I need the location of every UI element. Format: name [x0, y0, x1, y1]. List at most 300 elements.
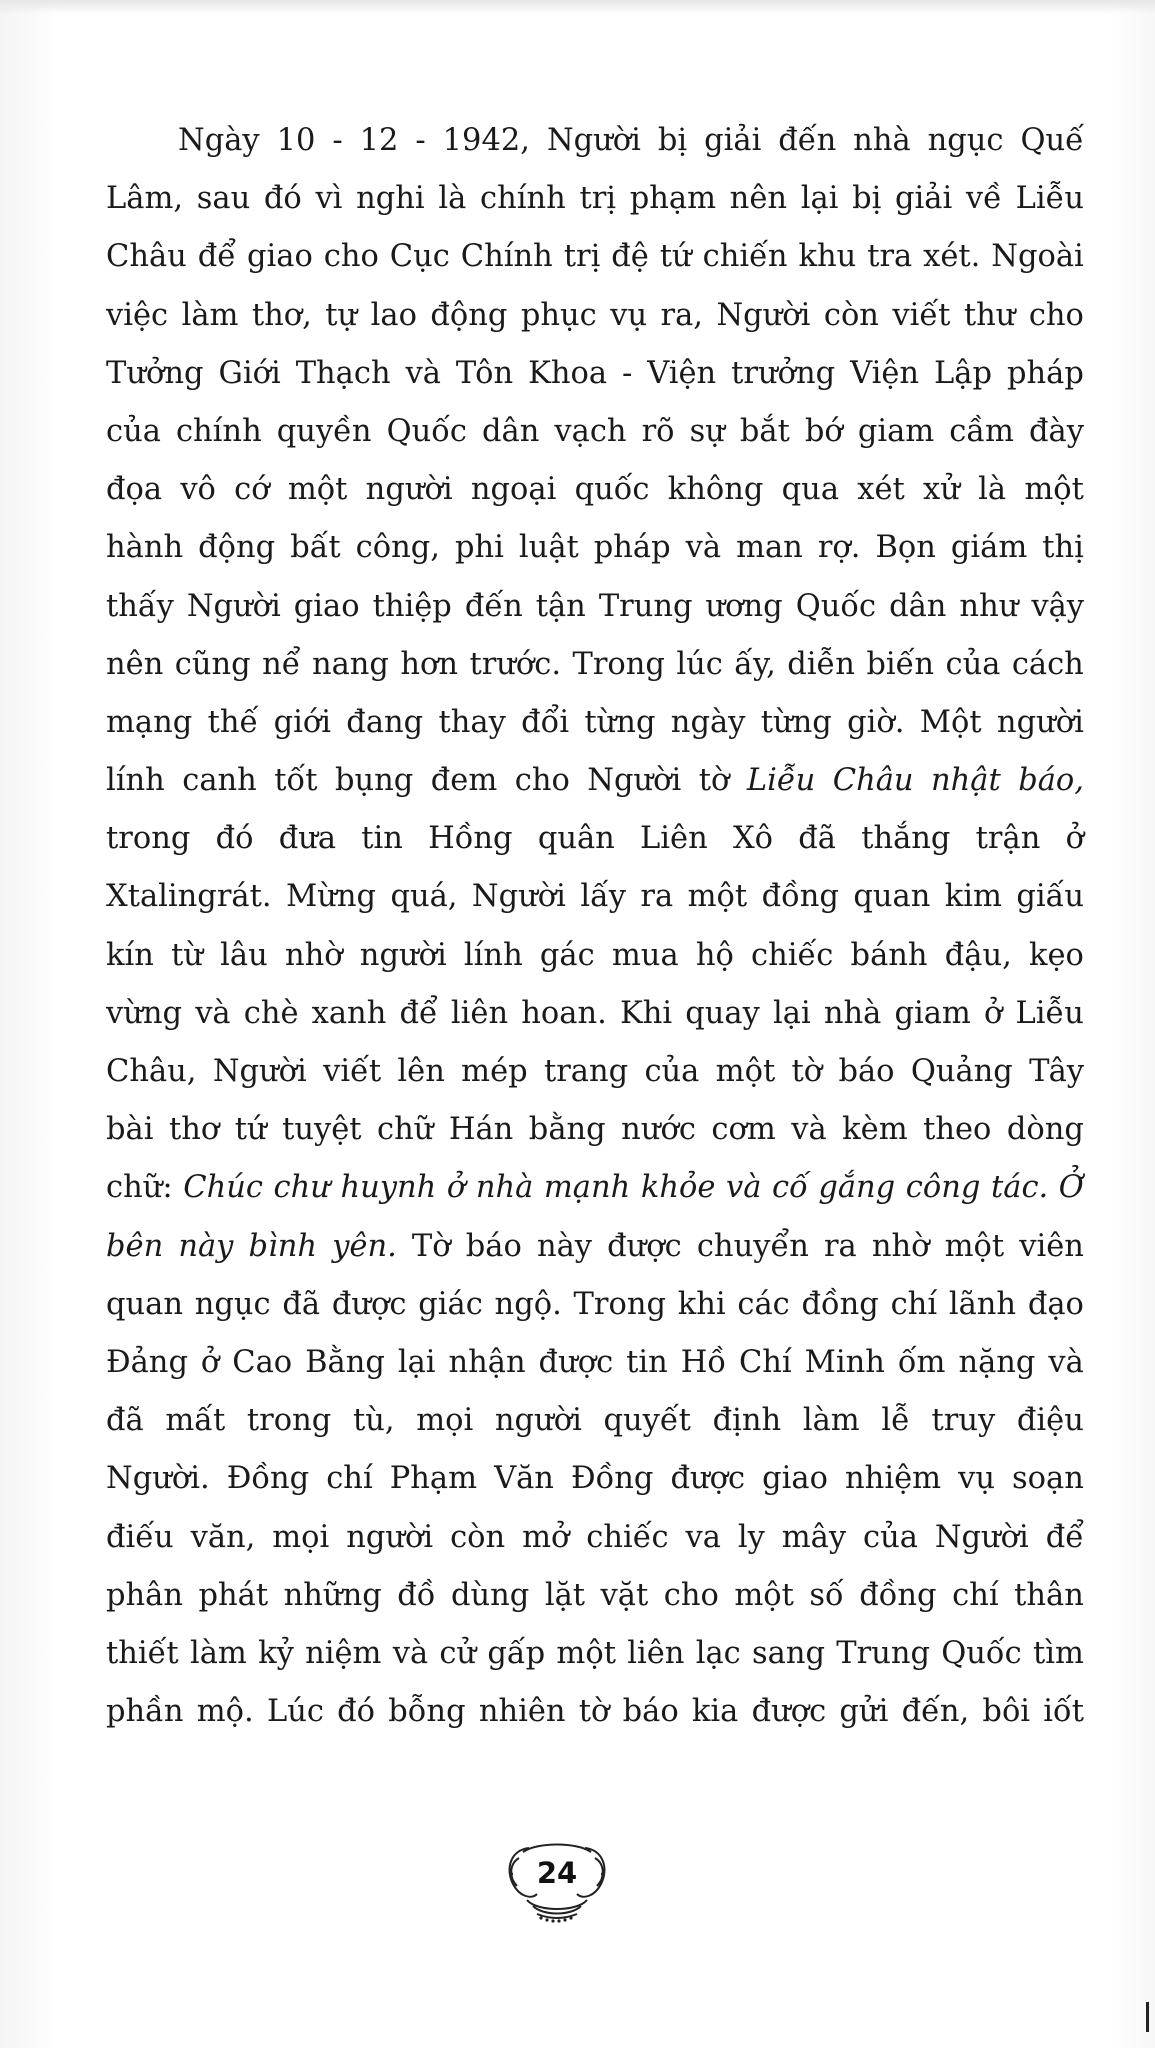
word: cho [663, 1577, 719, 1613]
word: tin [626, 1344, 668, 1380]
word: đến [464, 588, 523, 624]
word: Người [716, 297, 811, 333]
word: để [399, 995, 438, 1031]
word: tứ [659, 239, 692, 275]
word: làm [189, 1635, 247, 1671]
word: Cục [389, 239, 450, 275]
word: Một [919, 704, 982, 740]
text-line [106, 927, 1084, 985]
word: phân [106, 1577, 183, 1613]
word: Châu [832, 763, 914, 799]
word: giao [246, 239, 313, 275]
word: Thạch [295, 355, 391, 391]
word: nhờ [284, 937, 343, 973]
word: Khi [619, 995, 673, 1031]
word: một [715, 1054, 776, 1089]
word: Lập [934, 355, 993, 391]
word: chiếc [586, 1519, 669, 1555]
word: bên [106, 1228, 164, 1264]
word: tờ [578, 1694, 610, 1730]
word: vô [180, 472, 216, 508]
word: giờ. [847, 704, 905, 740]
text-line [106, 1509, 1084, 1567]
word: Lúc [266, 1694, 324, 1730]
word: Tôn [455, 355, 514, 391]
word: và [405, 355, 441, 391]
word: đổi [521, 704, 570, 740]
word: lại [773, 995, 811, 1031]
word: canh [182, 763, 257, 799]
word: lại [397, 1344, 436, 1380]
word: được [751, 1694, 827, 1730]
word: công [905, 1170, 981, 1206]
word: tìm [1032, 1635, 1084, 1671]
word: hành [106, 530, 184, 566]
word: đày [1028, 413, 1084, 449]
word: mây [781, 1519, 847, 1555]
word: được [607, 1228, 682, 1264]
word: Quốc [795, 588, 877, 624]
word: ngục [927, 123, 1004, 158]
word: Trong [572, 646, 665, 682]
word: ở [1065, 821, 1084, 857]
word: - [415, 123, 426, 158]
word: dùng [450, 1577, 530, 1613]
word: các [737, 1286, 790, 1322]
text-line [106, 1334, 1084, 1392]
word: về [965, 181, 1002, 217]
word: liên [627, 1635, 685, 1671]
word: rõ [641, 413, 675, 449]
word: một [687, 879, 748, 915]
word: Cao [232, 1344, 293, 1380]
text-line [106, 810, 1084, 868]
word: từng [760, 704, 832, 740]
word: Trung [836, 1635, 931, 1671]
word: động [198, 530, 276, 566]
word: để [1045, 1519, 1084, 1555]
word: ra, [660, 297, 703, 333]
word: ốm [897, 1344, 946, 1380]
word: Người. [106, 1461, 210, 1497]
word: thay [438, 704, 506, 740]
word: một [734, 1577, 794, 1613]
word: Tờ [411, 1228, 451, 1264]
word: bất [290, 530, 341, 566]
word: kèm [842, 1112, 908, 1148]
word: nên [729, 181, 788, 217]
word: mở [522, 1519, 570, 1555]
word: Mừng [285, 879, 377, 915]
word: và [685, 530, 722, 566]
word: cớ [234, 472, 270, 508]
word: ngày [670, 704, 746, 740]
word: định [712, 1403, 782, 1439]
word: man [736, 530, 803, 566]
word: Đồng [226, 1461, 310, 1497]
word: ngục [194, 1286, 271, 1322]
word: quyết [603, 1403, 691, 1439]
word: mạng [106, 704, 193, 740]
word: người [346, 1519, 434, 1555]
word: bánh [850, 937, 928, 973]
word: bớ [804, 413, 843, 449]
word: điếu [106, 1519, 174, 1555]
word: những [283, 1577, 382, 1613]
word: đồng [761, 879, 839, 915]
word: diễn [787, 646, 855, 682]
word: người [359, 937, 447, 973]
word: Người [471, 879, 566, 915]
word: nang [311, 646, 389, 682]
word: được [670, 1461, 746, 1497]
word: ra [823, 1228, 857, 1264]
word: vặt [600, 1577, 649, 1613]
word: thư [963, 297, 1016, 333]
word: viết [323, 1054, 382, 1089]
word: gác [539, 937, 595, 973]
word: cử [439, 1635, 477, 1671]
word: vụ [958, 1461, 995, 1497]
text-line [106, 519, 1084, 577]
word: rợ. [817, 530, 861, 566]
word: tuyệt [282, 1112, 362, 1148]
word: và [791, 1112, 827, 1148]
word: Trung [598, 588, 693, 624]
word: trị [579, 181, 617, 217]
word: cố [772, 1170, 808, 1206]
word: cầm [949, 413, 1014, 449]
word: Xô [732, 821, 774, 857]
word: lễ [881, 1403, 910, 1439]
word: Người [587, 763, 682, 799]
text-line [106, 1276, 1084, 1334]
word: này [536, 1228, 592, 1264]
word: lâu [220, 937, 268, 973]
word: thắng [861, 821, 951, 857]
word: Ở [1058, 1170, 1084, 1206]
word: hoan. [521, 995, 607, 1031]
word: nhà [823, 995, 882, 1031]
word: tù, [352, 1403, 395, 1439]
word: truy [931, 1403, 996, 1439]
word: viên [1019, 1228, 1084, 1264]
word: Chính [460, 239, 553, 275]
word: khi [677, 1286, 726, 1322]
word: phục [520, 297, 597, 333]
body-text [106, 112, 1084, 1741]
word: Liễu [1015, 995, 1084, 1031]
word: trang [543, 1054, 629, 1089]
word: ở [200, 1344, 220, 1380]
word: giải [895, 181, 953, 217]
word: người [996, 704, 1084, 740]
word: đệ [611, 239, 649, 275]
word: tứ [234, 1112, 267, 1148]
text-line [106, 345, 1084, 403]
word: nhiên [478, 1694, 566, 1730]
word: phi [454, 530, 504, 566]
word: giám [950, 530, 1028, 566]
word: quá, [390, 879, 458, 915]
word: Văn [494, 1461, 554, 1497]
word: trưởng [731, 355, 836, 391]
word: niệm [305, 1635, 382, 1671]
word: Minh [804, 1344, 885, 1380]
word: được [331, 1286, 407, 1322]
word: huynh [340, 1170, 437, 1206]
word: chuyển [696, 1228, 809, 1264]
word: nhiệm [845, 1461, 942, 1497]
word: đạo [1027, 1286, 1084, 1322]
word: nên [106, 646, 164, 682]
word: Viện [647, 355, 717, 391]
word: và [1048, 1344, 1084, 1380]
page-number: 24 [536, 1856, 578, 1890]
word: lính [106, 763, 165, 799]
word: chư [273, 1170, 330, 1206]
word: xét [857, 472, 905, 508]
word: Quảng [910, 1054, 1013, 1089]
text-line [106, 868, 1084, 926]
word: nhật [931, 763, 1001, 799]
word: - [332, 123, 343, 158]
word: quyền [276, 413, 372, 449]
word: từ [171, 937, 203, 973]
word: thấy [106, 588, 174, 624]
page-top-shadow [0, 0, 1155, 14]
word: hơn [400, 646, 459, 682]
word: đồ [397, 1577, 436, 1613]
word: mất [165, 1403, 226, 1439]
text-line [106, 1567, 1084, 1625]
text-line [106, 1392, 1084, 1450]
text-line [106, 112, 1084, 170]
word: đồng [801, 1286, 879, 1322]
word: va [685, 1519, 721, 1555]
text-line [106, 403, 1084, 461]
word: Người [186, 588, 281, 624]
word: đưa [278, 821, 337, 857]
word: Phạm [389, 1461, 478, 1497]
word: và [195, 995, 231, 1031]
word: trị [563, 239, 601, 275]
word: một [287, 472, 348, 508]
word: Liễu [1015, 181, 1084, 217]
word: 1942, [442, 123, 530, 158]
word: quay [685, 995, 760, 1031]
word: tận [535, 588, 586, 624]
word: lạc [695, 1635, 741, 1671]
page-edge-mark [1146, 2002, 1149, 2032]
text-line [106, 228, 1084, 286]
word: này [178, 1228, 234, 1264]
word: sang [752, 1635, 826, 1671]
word: 12 [359, 123, 399, 158]
word: chí [952, 1577, 999, 1613]
word: lấy [580, 879, 626, 915]
word: Liên [640, 821, 708, 857]
word: giam [857, 413, 935, 449]
word: cách [1011, 646, 1084, 682]
word: Ngày [178, 123, 260, 158]
word: làm [802, 1403, 860, 1439]
word: đã [282, 1286, 321, 1322]
word: mộ. [196, 1694, 254, 1730]
word: Chúc [183, 1170, 263, 1206]
word: giới [273, 704, 331, 740]
word: vì [315, 181, 343, 217]
word: Bằng [305, 1344, 385, 1380]
word: chữ: [106, 1170, 173, 1206]
word: Trong [573, 1286, 666, 1322]
word: thân [1014, 1577, 1084, 1613]
word: quan [853, 879, 931, 915]
word: lao [370, 297, 417, 333]
word: ly [737, 1519, 765, 1555]
word: điệu [1016, 1403, 1084, 1439]
word: để [197, 239, 237, 275]
word: nhà [475, 1170, 534, 1206]
word: lính [463, 937, 523, 973]
word: đó [263, 181, 302, 217]
word: lúc [676, 646, 723, 682]
word: Đồng [570, 1461, 654, 1497]
word: Châu, [106, 1054, 197, 1089]
word: trận [975, 821, 1041, 857]
word: tốt [274, 763, 318, 799]
word: Người [212, 1054, 307, 1089]
word: Quế [1020, 123, 1084, 158]
word: ương [705, 588, 783, 624]
word: cơm [711, 1112, 776, 1148]
word: bụng [334, 763, 414, 799]
word: tờ [698, 763, 730, 799]
word: cho [1028, 297, 1084, 333]
text-line [106, 636, 1084, 694]
word: thơ [168, 1112, 220, 1148]
word: giam [894, 995, 971, 1031]
word: nghi [356, 181, 425, 217]
text-line [106, 578, 1084, 636]
word: báo [838, 1054, 895, 1089]
word: giấu [1016, 879, 1084, 915]
text-line [106, 1683, 1084, 1741]
word: của [945, 646, 1001, 682]
word: báo [622, 1694, 679, 1730]
word: Người [546, 123, 641, 158]
word: của [862, 1519, 918, 1555]
word: giác [418, 1286, 483, 1322]
word: Tây [1029, 1054, 1084, 1089]
word: khu [798, 239, 857, 275]
word: bình [248, 1228, 318, 1264]
word: khỏe [640, 1170, 716, 1206]
word: vụ [610, 297, 648, 333]
word: đang [346, 704, 424, 740]
word: đó [215, 821, 254, 857]
word: Viện [850, 355, 920, 391]
word: bỗng [388, 1694, 466, 1730]
word: yên. [332, 1228, 397, 1264]
word: chí [326, 1461, 373, 1497]
word: số [809, 1577, 844, 1613]
word: bắt [739, 413, 790, 449]
word: đồng [859, 1577, 937, 1613]
word: lại [800, 181, 839, 217]
text-line [106, 694, 1084, 752]
text-line [106, 752, 1084, 810]
word: Giới [218, 355, 281, 391]
word: đọa [106, 472, 163, 508]
word: kim [944, 879, 1002, 915]
word: động [430, 297, 508, 333]
word: một [944, 1228, 1005, 1264]
text-line [106, 1450, 1084, 1508]
word: qua [781, 472, 840, 508]
word: của [644, 1054, 700, 1089]
word: đến [778, 123, 837, 158]
word: cho [323, 239, 379, 275]
text-line [106, 1625, 1084, 1683]
word: giao [762, 1461, 828, 1497]
word: iốt [1043, 1694, 1084, 1730]
word: quan [106, 1286, 183, 1322]
word: báo, [1018, 763, 1084, 799]
word: từng [584, 704, 656, 740]
word: ngoại [470, 472, 557, 508]
word: người [365, 472, 453, 508]
text-line [106, 1101, 1084, 1159]
word: biến [866, 646, 935, 682]
word: người [494, 1403, 582, 1439]
word: và [726, 1170, 762, 1206]
word: gửi [839, 1694, 889, 1730]
word: pháp [593, 530, 671, 566]
page-number-ornament [497, 1838, 617, 1926]
word: Quốc [386, 413, 467, 449]
word: lãnh [948, 1286, 1017, 1322]
word: nhận [448, 1344, 526, 1380]
text-line [106, 170, 1084, 228]
word: - [622, 355, 633, 391]
word: quân [537, 821, 615, 857]
word: tự [325, 297, 358, 333]
word: bị [657, 123, 688, 158]
word: vừng [106, 995, 183, 1031]
word: thị [1042, 530, 1084, 566]
word: Chí [738, 1344, 792, 1380]
word: hộ [695, 937, 734, 973]
text-line [106, 287, 1084, 345]
word: cũng [174, 646, 251, 682]
word: kia [691, 1694, 739, 1730]
word: làm [181, 297, 239, 333]
word: thơ, [251, 297, 312, 333]
text-line [106, 1043, 1084, 1101]
word: tờ [791, 1054, 823, 1089]
word: mạnh [543, 1170, 631, 1206]
word: đậu, [944, 937, 1012, 973]
word: văn, [190, 1519, 256, 1555]
word: một [1024, 472, 1084, 508]
word: theo [923, 1112, 992, 1148]
word: việc [106, 297, 169, 333]
word: bằng [528, 1112, 606, 1148]
text-line [106, 461, 1084, 519]
word: ở [984, 995, 1003, 1031]
text-line [106, 1159, 1084, 1217]
